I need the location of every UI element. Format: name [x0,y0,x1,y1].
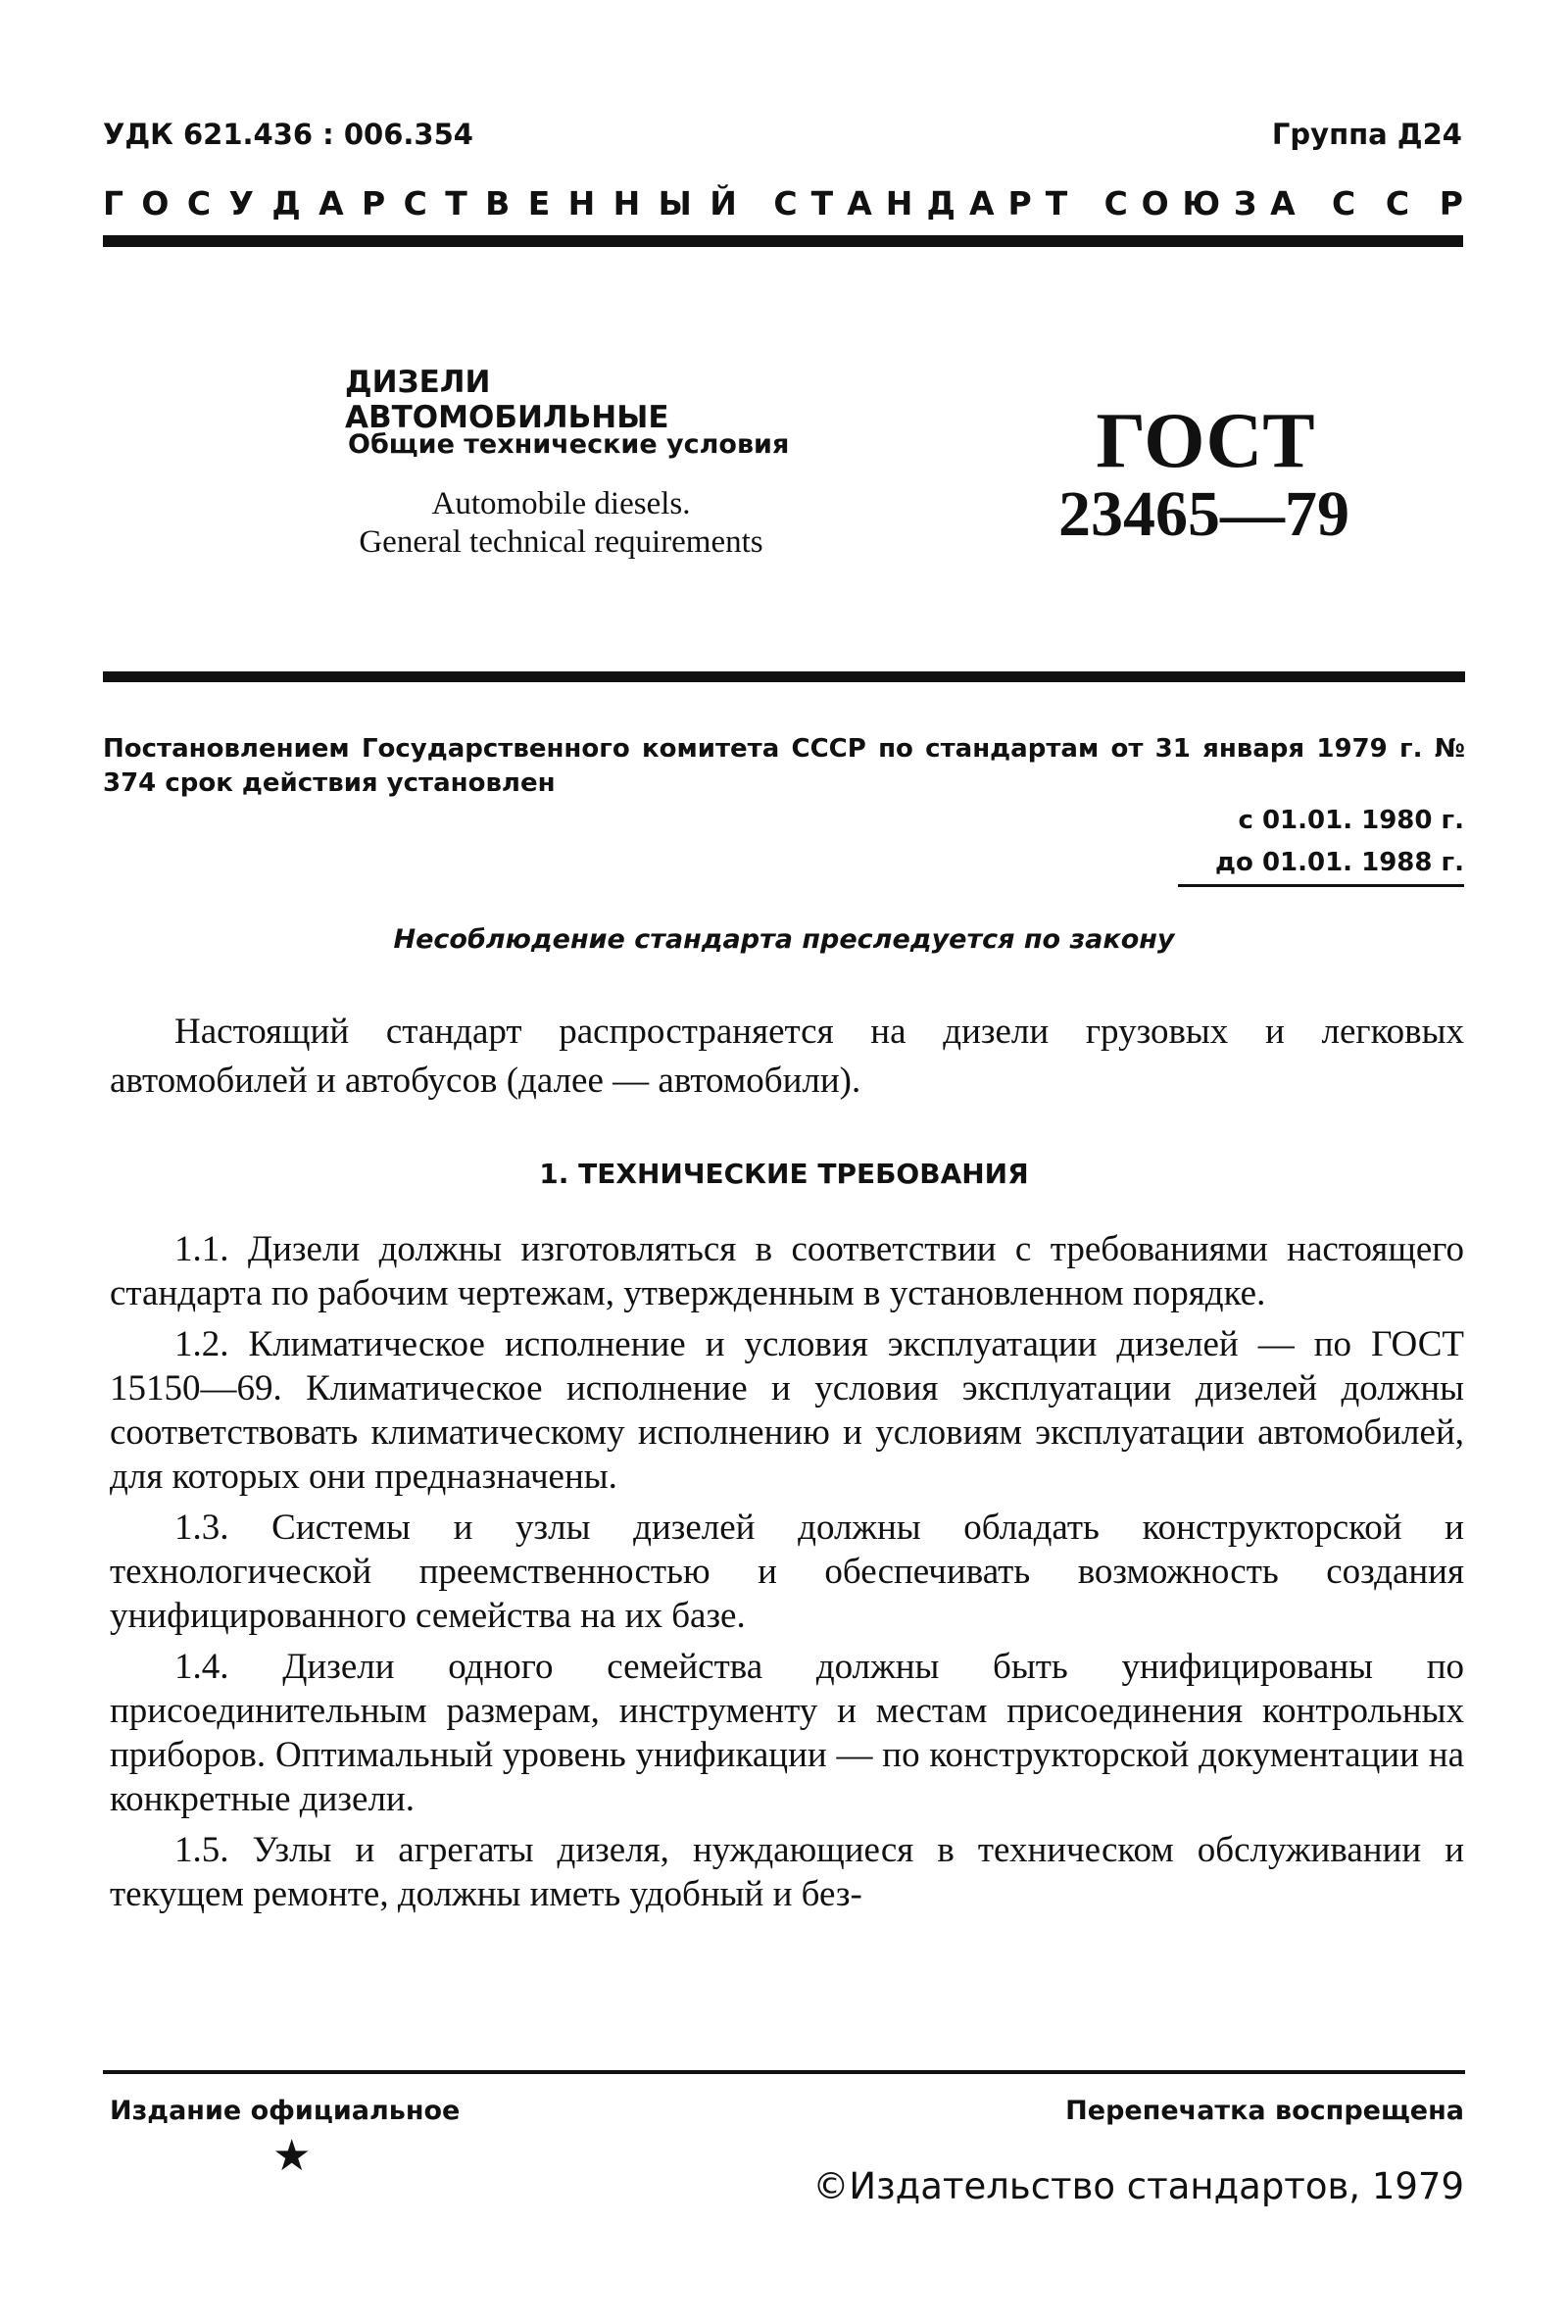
banner-letter: Ю [1182,184,1221,223]
paragraph-1-4: 1.4. Дизели одного семейства должны быть унифицированы по присоединительным размерам, инструменту и местам присоединения контрольных приборов. Оптимальный уровень унификации — по конструкторской документации на конкретные дизели. [110,1647,1464,1819]
section-heading: 1. ТЕХНИЧЕСКИЕ ТРЕБОВАНИЯ [539,1158,1029,1190]
banner-letter: С [773,184,798,223]
banner-letter: А [318,184,344,223]
paragraph-1-2: 1.2. Климатическое исполнение и условия эксплуатации дизелей — по ГОСТ 15150—69. Климатическое исполнение и условия эксплуатации дизелей должны соответствовать климатическому исполнению и условиям эксплуатации автомобилей, для которых они предназначены. [110,1324,1464,1497]
banner-letter: З [1233,184,1257,223]
title-rule [103,671,1465,682]
banner-letter: А [1270,184,1296,223]
valid-to: до 01.01. 1988 г. [1215,848,1464,877]
gost-number: 23465—79 [1058,478,1349,550]
intro-paragraph: Настоящий стандарт распространяется на дизели грузовых и легковых автомобилей и автобусов (далее — автомобили). [110,1012,1464,1101]
header-rule [103,235,1463,247]
banner-letter: Т [1045,184,1068,223]
banner-word-2 [773,184,1067,223]
banner-letter: В [485,184,511,223]
banner-letter: С [1385,184,1410,223]
banner-letter: Р [1007,184,1032,223]
banner-letter: Й [710,184,737,223]
reprint-forbidden: Перепечатка воспрещена [1065,2096,1464,2126]
banner-letter: Г [103,184,124,223]
banner-letter: С [186,184,212,223]
star-icon: ★ [272,2131,312,2181]
paragraph-1-1: 1.1. Дизели должны изготовляться в соответствии с требованиями настоящего стандарта по рабочим чертежам, утвержденным в установленном порядке. [110,1229,1464,1313]
banner-letter: Т [445,184,467,223]
banner-word-3 [1104,184,1296,223]
group-code: Группа Д24 [1271,118,1462,151]
banner-letter: Р [1439,184,1463,223]
paragraph-1-5: 1.5. Узлы и агрегаты дизеля, нуждающиеся в техническом обслуживании и текущем ремонте, должны иметь удобный и без- [110,1830,1464,1914]
banner-letter: Д [271,184,301,223]
valid-from: с 01.01. 1980 г. [1238,806,1464,835]
publisher-copyright: ©Издательство стандартов, 1979 [812,2165,1464,2207]
footer-rule [103,2070,1465,2074]
banner-letter: Е [527,184,551,223]
banner-letter: Н [567,184,596,223]
title-en [294,485,828,562]
legal-notice: Несоблюдение стандарта преследуется по закону [393,924,1175,955]
banner-letter: Ы [658,184,692,223]
banner-letter: Н [885,184,913,223]
banner-letter: А [968,184,995,223]
banner-letter: А [847,184,872,223]
banner-letter: С [403,184,427,223]
title-en-line-1: Automobile diesels. [431,486,691,521]
banner-letter: У [228,184,254,223]
udk-code: УДК 621.436 : 006.354 [103,118,473,151]
banner-letter: Д [926,184,956,223]
paragraph-1-3: 1.3. Системы и узлы дизелей должны обладать конструкторской и технологической преемственностью и обеспечивать возможность создания унифицированного семейства на их базе. [110,1508,1464,1636]
state-standard-banner [103,184,1463,223]
banner-letter: Н [612,184,641,223]
title-ru: ДИЗЕЛИ АВТОМОБИЛЬНЫЕ [345,365,669,435]
banner-letter: С [1331,184,1356,223]
official-edition: Издание официальное [110,2096,461,2126]
banner-word-1 [103,184,737,223]
banner-word-4 [1332,184,1463,223]
gost-label: ГОСТ [1096,398,1315,484]
banner-letter: С [1103,184,1128,223]
banner-letter: Т [810,184,834,223]
banner-letter: О [1141,184,1169,223]
decree-text: Постановлением Государственного комитета СССР по стандартам от 31 января 1979 г. № 374 срок действия установлен [103,734,1465,798]
subtitle-ru: Общие технические условия [348,429,790,460]
section-paragraphs [110,1227,1464,1923]
validity-underline [1178,884,1464,887]
banner-letter: Р [362,184,386,223]
banner-letter: О [141,184,170,223]
title-en-line-2: General technical requirements [359,524,763,560]
